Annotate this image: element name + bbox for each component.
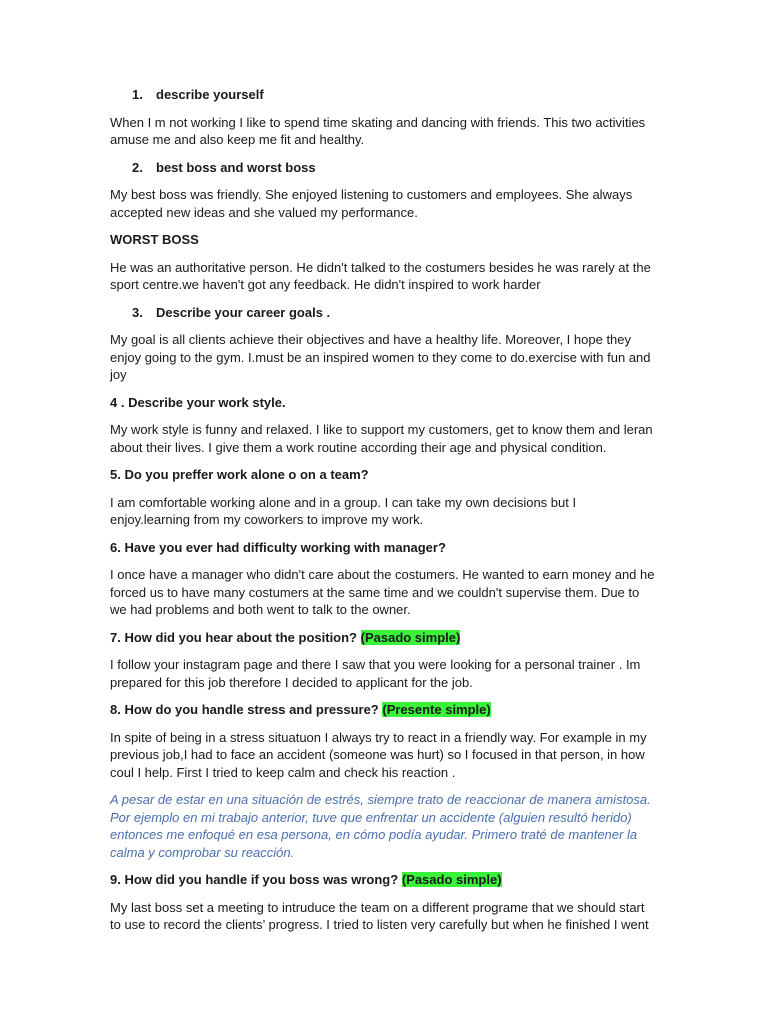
- question-text: 7. How did you hear about the position?: [110, 629, 357, 645]
- question-3-heading: [110, 304, 658, 322]
- question-7-heading: [110, 629, 658, 647]
- tense-highlight: (Pasado simple): [360, 629, 461, 645]
- answer-worst-boss: He was an authoritative person. He didn't talked to the costumers besides he was rarely at the sport centre.we haven't got any feedback. He didn't inspired to work harder: [110, 259, 651, 292]
- document-body: [110, 86, 658, 934]
- answer-1: When I m not working I like to spend time skating and dancing with friends. This two activities amuse me and also keep me fit and healthy.: [110, 114, 646, 147]
- question-text: best boss and worst boss: [156, 159, 316, 175]
- question-5-heading: 5. Do you preffer work alone o on a team?: [110, 467, 369, 482]
- tense-highlight: (Pasado simple): [401, 872, 502, 887]
- question-8-heading: [110, 701, 658, 719]
- question-4-heading: 4 . Describe your work style.: [110, 394, 286, 410]
- question-number: 3.: [132, 304, 143, 320]
- answer-5: I am comfortable working alone and in a group. I can take my own decisions but I enjoy.learning from my coworkers to improve my work.: [110, 494, 577, 527]
- question-2-heading: [110, 159, 658, 177]
- answer-2: My best boss was friendly. She enjoyed listening to customers and employees. She always accepted new ideas and she valued my performance.: [110, 187, 633, 220]
- question-text: 8. How do you handle stress and pressure?: [110, 702, 379, 717]
- answer-8: In spite of being in a stress situatuon I always try to react in a friendly way. For example in my previous job,I had to face an accident (someone was hurt) so I focused in that person, in how coul I help. First I tried to keep calm and check his reaction .: [110, 729, 647, 780]
- question-9-heading: [110, 871, 658, 889]
- question-text: 9. How did you handle if you boss was wrong?: [110, 872, 399, 887]
- answer-8-translation: A pesar de estar en una situación de estrés, siempre trato de reaccionar de manera amistosa. Por ejemplo en mi trabajo anterior, tuve que enfrentar un accidente (alguien resultó herido) entonces me enfoqué en esa persona, en cómo podía ayudar. Primero traté de mantener la calma y comprobar su reacción.: [110, 792, 651, 860]
- answer-3: My goal is all clients achieve their objectives and have a healthy life. Moreover, I hope they enjoy going to the gym. I.must be an inspired women to they come to do.exercise with fun and joy: [110, 332, 651, 382]
- question-number: 1.: [132, 87, 143, 102]
- question-text: describe yourself: [156, 87, 264, 102]
- question-6-heading: 6. Have you ever had difficulty working with manager?: [110, 539, 446, 555]
- answer-7: I follow your instagram page and there I saw that you were looking for a personal trainer . Im prepared for this job therefore I decided to applicant for the job.: [110, 657, 641, 690]
- answer-9: My last boss set a meeting to intruduce the team on a different programe that we should start to use to record the clients’ progress. I tried to listen very carefully but when he finished I went: [110, 899, 649, 932]
- question-number: 2.: [132, 159, 143, 175]
- question-text: Describe your career goals .: [156, 304, 331, 320]
- question-1-heading: [110, 86, 658, 104]
- tense-highlight: (Presente simple): [382, 702, 491, 717]
- worst-boss-heading: WORST BOSS: [110, 232, 199, 247]
- answer-6: I once have a manager who didn't care about the costumers. He wanted to earn money and he forced us to have many costumers at the same time and we couldn't supervise them. Due to we had problems and both went to talk to the owner.: [110, 567, 655, 617]
- answer-4: My work style is funny and relaxed. I like to support my customers, get to know them and leran about their lives. I give them a work routine according their age and physical condition.: [110, 422, 653, 455]
